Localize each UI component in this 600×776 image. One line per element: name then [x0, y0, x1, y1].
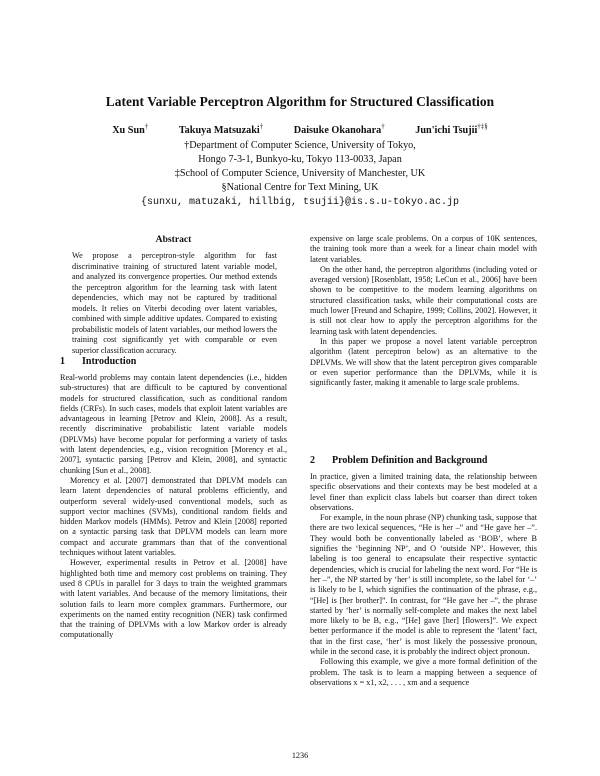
page-number: 1236 [291, 751, 309, 760]
author: Takuya Matsuzaki† [178, 123, 264, 137]
right-column-top [310, 234, 537, 388]
left-column [60, 373, 287, 641]
author-list [40, 123, 560, 136]
right-column-bottom [310, 472, 537, 688]
paper-title: Latent Variable Perceptron Algorithm for Structured Classification [105, 94, 495, 109]
paragraph: Following this example, we give a more formal definition of the problem. The task is to learn a mapping between a sequence of observations x = x1, x2, . . . , xm and a sequence [310, 657, 537, 687]
paragraph: Morency et al. [2007] demonstrated that DPLVM models can learn latent dependencies of natural problems efficiently, and outperform several widely-used conventional models, such as support vector machines (SVMs), conditional random fields and hidden Markov models (HMMs). Petrov and Klein [2008] reported on a syntactic parsing task that DPLVM models can learn more compact and accurate grammars than that of the conventional techniques without latent variables. [60, 475, 287, 558]
paragraph: For example, in the noun phrase (NP) chunking task, suppose that there are two lexical sequences, “He is her –” and “He gave her –”. They would both be conventionally labeled as ‘BOB’, where B signifies the ‘beginning NP’, and O ‘outside NP’. However, this labeling is too general to encapsulate their respective syntactic dependencies, which is crucial for labeling the next word. For “He is her –”, the NP started by ‘her’ is still incomplete, so the label for ‘–’ is likely to be I, which signifies the continuation of the phrase, e.g., “[He] is [her brother]”. In contrast, for “He gave her –”, the phrase started by ‘her’ is normally self-complete and makes the next label more likely to be B, e.g., “[He] gave [her] [flowers]”. We expect better performance if the model is able to represent the ‘latent’ fact, that in the first case, ‘her’ is most likely the possessive pronoun, while in the second case, it is probably the indirect object pronoun. [310, 513, 537, 657]
paragraph: expensive on large scale problems. On a corpus of 10K sentences, the training took more than a week for a linear chain model with latent variables. [310, 234, 537, 264]
paragraph: In practice, given a limited training data, the relationship between specific observations and their contexts may be best modeled at a level finer than explicit class labels but coarser than direct token observations. [310, 472, 537, 512]
paragraph: In this paper we propose a novel latent variable perceptron algorithm (latent perceptron below) as an alternative to the DPLVMs. We will show that the latent perceptron gives comparable or even superior performance than the DPLVMs, while it is significantly faster, making it amenable to large scale problems. [310, 336, 537, 388]
abstract-text: We propose a perceptron-style algorithm for fast discriminative training of structured latent variable model, and analyzed its convergence properties. Our method extends the perceptron algorithm for the learning task with latent dependencies, which may not be captured by traditional models. It relies on Viterbi decoding over latent variables, combined with simple additive updates. Compared to existing probabilistic models of latent variables, our method lowers the training cost significantly yet with comparable or even superior classification accuracy. [72, 251, 277, 355]
section-heading: 1 Introduction [60, 356, 137, 367]
affiliation-line: §National Centre for Text Mining, UK [221, 182, 379, 193]
author-email: {sunxu, matuzaki, hillbig, tsujii}@is.s.u-tokyo.ac.jp [140, 197, 460, 208]
abstract-body [72, 251, 277, 356]
author: Jun'ichi Tsujii†‡§ [415, 123, 488, 137]
paragraph: Real-world problems may contain latent dependencies (i.e., hidden sub-structures) that are difficult to be captured by conventional models for structured classification, such as conditional random fields (CRFs). In such cases, models that exploit latent variables are advantageous in learning [Petrov and Klein, 2008]. As a result, recently discriminative probabilistic latent variable models (DPLVMs) have become popular for performing a variety of tasks with latent dependencies, e.g., vision recognition [Morency et al., 2007], syntactic parsing [Petrov and Klein, 2008], and syntactic chunking [Sun et al., 2008]. [60, 373, 287, 475]
section-heading: 2 Problem Definition and Background [310, 455, 488, 466]
affiliation-line: ‡School of Computer Science, University of Manchester, UK [174, 168, 426, 179]
author: Daisuke Okanohara† [293, 123, 385, 137]
paragraph: On the other hand, the perceptron algorithms (including voted or averaged version) [Rosenblatt, 1958; LeCun et al., 2006] have been shown to be competitive to the modern learning algorithms on structured classification tasks, while their computational costs are much lower [Freund and Schapire, 1999; Collins, 2002]. However, it is still not clear how to apply the perceptron algorithms for the learning task with latent dependencies. [310, 264, 537, 336]
affiliation-line: Hongo 7-3-1, Bunkyo-ku, Tokyo 113-0033, Japan [198, 154, 402, 165]
abstract-heading: Abstract [155, 234, 192, 245]
affiliation-line: †Department of Computer Science, University of Tokyo, [184, 140, 416, 151]
author: Xu Sun† [112, 123, 149, 137]
paragraph: However, experimental results in Petrov et al. [2008] have highlighted both time and memory cost problems on training. They used 8 CPUs in parallel for 3 days to train the weighted grammars with latent variables. And because of the memory limitations, their solution fails to learn more complex grammars. Furthermore, our experiments on the named entity recognition (NER) task confirmed that the training of DPLVMs with a low Markov order is already computationally [60, 558, 287, 640]
